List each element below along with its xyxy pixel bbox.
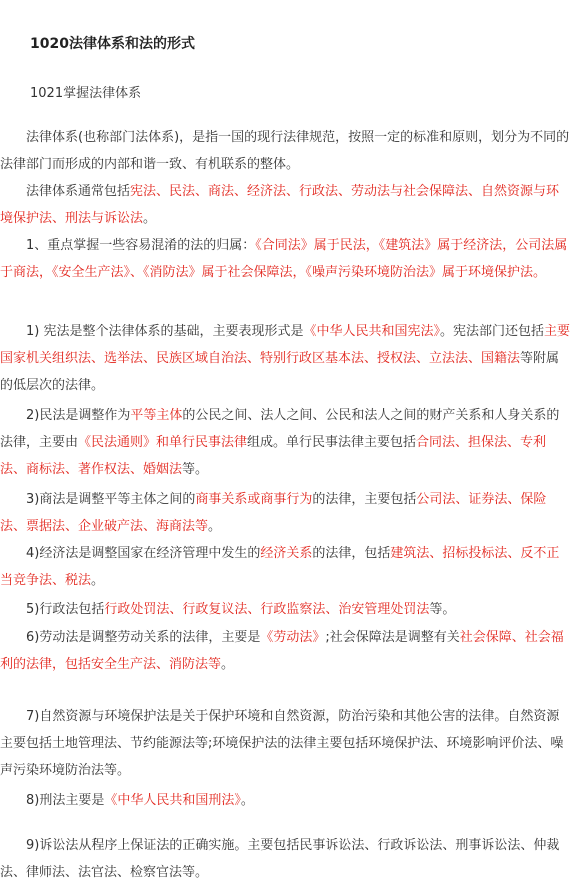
paragraph-text: 3)商法是调整平等主体之间的 bbox=[0, 492, 196, 507]
paragraph bbox=[0, 402, 572, 483]
paragraph bbox=[0, 232, 572, 286]
paragraph bbox=[0, 540, 572, 594]
paragraph bbox=[0, 596, 572, 623]
highlighted-text: 经济关系 bbox=[260, 546, 313, 561]
highlighted-text: 《劳动法》 bbox=[260, 630, 326, 645]
highlighted-text: 合同法、担保法、专利法、商标法、著作权法、婚姻法 bbox=[0, 435, 547, 477]
paragraph-text: 4)经济法是调整国家在经济管理中发生的 bbox=[0, 546, 261, 561]
paragraph bbox=[0, 178, 572, 232]
paragraph-text: 。 bbox=[143, 211, 157, 226]
paragraph-text: 。 bbox=[240, 793, 254, 808]
highlighted-text: 公司法、证券法、保险法、票据法、企业破产法、海商法等 bbox=[0, 492, 547, 534]
paragraph-text: 7)自然资源与环境保护法是关于保护环境和自然资源，防治污染和其他公害的法律。自然资源主要包括土地管理法、节约能源法等;环境保护法的法律主要包括环境保护法、环境影响评价法、噪声污染环境防治法等。 bbox=[0, 709, 564, 778]
paragraph bbox=[0, 486, 572, 540]
paragraph-text: ;社会保障法是调整有关 bbox=[325, 630, 460, 645]
paragraph bbox=[0, 787, 572, 814]
paragraph-text: 的法律，主要包括 bbox=[312, 492, 417, 507]
paragraph-text: 。 bbox=[91, 573, 105, 588]
highlighted-text: 《中华人民共和国宪法》 bbox=[303, 324, 440, 339]
highlighted-text: 《中华人民共和国刑法》 bbox=[104, 793, 241, 808]
paragraph-text: 1、重点掌握一些容易混淆的法的归属： bbox=[0, 238, 256, 253]
paragraph-text: 等。 bbox=[182, 462, 209, 477]
paragraph-text: 1) 宪法是整个法律体系的基础，主要表现形式是 bbox=[0, 324, 304, 339]
paragraph bbox=[0, 703, 572, 784]
paragraph-text: 法律体系(也称部门法体系)，是指一国的现行法律规范，按照一定的标准和原则，划分为不同的法律部门而形成的内部和谐一致、有机联系的整体。 bbox=[0, 130, 570, 172]
paragraph-text: 。宪法部门还包括 bbox=[440, 324, 545, 339]
paragraph-text: 的公民之间、法人之间、公民和法人之间的财产关系和人身关系的法律，主要由 bbox=[0, 408, 560, 450]
paragraph-text: 9)诉讼法从程序上保证法的正确实施。主要包括民事诉讼法、行政诉讼法、刑事诉讼法、仲裁法、律师法、法官法、检察官法等。 bbox=[0, 838, 560, 880]
highlighted-text: 社会保障、社会福利的法律，包括安全生产法、消防法等 bbox=[0, 630, 564, 672]
highlighted-text: 行政处罚法、行政复议法、行政监察法、治安管理处罚法 bbox=[104, 602, 430, 617]
paragraph-text: 等。 bbox=[429, 602, 456, 617]
paragraph-text: 法律体系通常包括 bbox=[0, 184, 131, 199]
highlighted-text: 商事关系或商事行为 bbox=[195, 492, 313, 507]
paragraph bbox=[0, 318, 572, 399]
paragraph-text: 8)刑法主要是 bbox=[0, 793, 105, 808]
paragraph-text: 。 bbox=[208, 519, 222, 534]
paragraph-text: 的法律，包括 bbox=[312, 546, 391, 561]
highlighted-text: 建筑法、招标投标法、反不正当竞争法、税法 bbox=[0, 546, 560, 588]
paragraph bbox=[0, 624, 572, 678]
paragraph-text: 2)民法是调整作为 bbox=[0, 408, 131, 423]
highlighted-text: 平等主体 bbox=[130, 408, 183, 423]
highlighted-text: 《合同法》属于民法，《建筑法》属于经济法，公司法属于商法，《安全生产法》、《消防法》属于社会保障法，《噪声污染环境防治法》属于环境保护法。 bbox=[0, 238, 568, 280]
highlighted-text: 《民法通则》和单行民事法律 bbox=[78, 435, 248, 450]
paragraph-text: 等附属的低层次的法律。 bbox=[0, 351, 560, 393]
subsection-title: 1021掌握法律体系 bbox=[30, 86, 142, 101]
paragraph-text: 5)行政法包括 bbox=[0, 602, 105, 617]
paragraph-text: 组成。单行民事法律主要包括 bbox=[247, 435, 417, 450]
paragraph-text: 。 bbox=[221, 657, 235, 672]
highlighted-text: 宪法、民法、商法、经济法、行政法、劳动法与社会保障法、自然资源与环境保护法、刑法与诉讼法 bbox=[0, 184, 560, 226]
section-title: 1020法律体系和法的形式 bbox=[30, 36, 195, 52]
highlighted-text: 主要国家机关组织法、选举法、民族区域自治法、特别行政区基本法、授权法、立法法、国籍法 bbox=[0, 324, 571, 366]
paragraph-text: 6)劳动法是调整劳动关系的法律，主要是 bbox=[0, 630, 261, 645]
paragraph bbox=[0, 832, 572, 886]
paragraph bbox=[0, 124, 572, 178]
